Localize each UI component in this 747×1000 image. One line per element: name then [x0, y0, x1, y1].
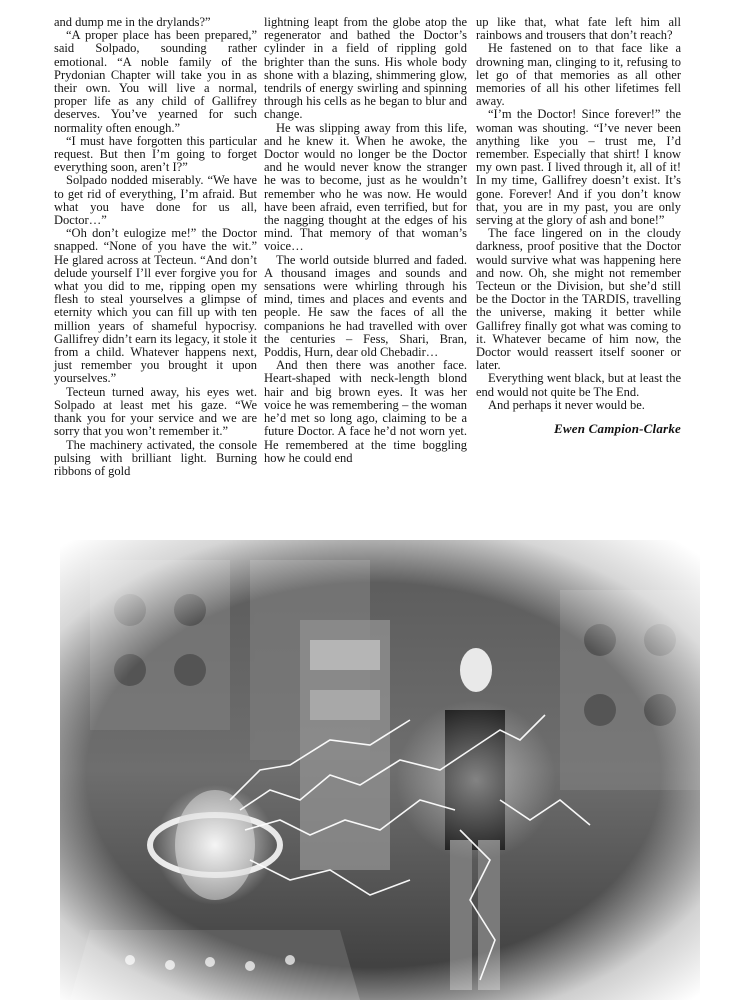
text-column-1	[54, 16, 257, 478]
paragraph: “I’m the Doctor! Since forever!” the woman was shouting. “I’ve never been anything like you – trust me, I’d remember. Especially that shirt! I know my own past. I lived through it, all of it! In my time, Gallifrey doesn’t exist. It’s gone. Forever! And if you don’t know that, you are in my past, you are only serving at the glory of ash and bone!”	[476, 107, 681, 228]
paragraph: up like that, what fate left him all rainbows and trousers that don’t reach?	[476, 15, 681, 43]
paragraph: He fastened on to that face like a drowning man, clinging to it, refusing to let go of that memories as all other memories of all his other lifetimes fell away.	[476, 41, 681, 109]
paragraph: The machinery activated, the console pulsing with brilliant light. Burning ribbons of gold	[54, 437, 257, 478]
text-column-2	[264, 16, 467, 465]
paragraph: And then there was another face. Heart-shaped with neck-length blond hair and big brown eyes. It was her voice he was remembering – the woman he’d met so long ago, claiming to be a future Doctor. A face he’d not worn yet. He remembered at the time boggling how he could end	[264, 358, 467, 465]
paragraph: “Oh don’t eulogize me!” the Doctor snapped. “None of you have the wit.” He glared across at Tecteun. “And don’t delude yourself I’ll ever forgive you for what you did to me, ripping open my flesh to steal yourselves a glimpse of eternity which you can fill up with ten million years of shameful hypocrisy. Gallifrey didn’t earn its legacy, it stole it from a child. Whatever happens next, just remember you brought it upon yourselves.”	[54, 226, 257, 386]
paragraph: lightning leapt from the globe atop the regenerator and bathed the Doctor’s cylinder in a field of rippling gold brighter than the suns. His whole body shone with a blazing, shimmering glow, tendrils of energy swirling and spinning through his cells as he began to blur and change.	[264, 15, 467, 122]
paragraph: And perhaps it never would be.	[488, 397, 645, 412]
paragraph: The face lingered on in the cloudy darkness, proof positive that the Doctor would survive what was happening here and now. Oh, she might not remember Tecteun or the Division, but she’d still be the Doctor in the TARDIS, travelling the universe, making it better while Gallifrey finally got what was coming to it. Whatever became of him now, the Doctor would reassert itself sooner or later.	[476, 226, 681, 373]
photo-illustration	[0, 500, 747, 1000]
paragraph: “A proper place has been prepared,” said Solpado, sounding rather emotional. “A noble family of the Prydonian Chapter will take you in as their own. You will live a normal, proper life as any child of Gallifrey deserves. You’ve yearned for such normality often enough.”	[54, 28, 257, 135]
paragraph: Solpado nodded miserably. “We have to get rid of everything, I’m afraid. But what you have done for us all, Doctor…”	[54, 173, 257, 228]
paragraph: Everything went black, but at least the end would not quite be The End.	[476, 371, 681, 399]
paragraph: The world outside blurred and faded. A thousand images and sounds and sensations were whirling through his mind, times and places and events and people. He saw the faces of all the companions he had travelled with over the centuries – Fess, Shari, Bran, Poddis, Hurn, dear old Chebadir…	[264, 252, 467, 360]
author-byline: Ewen Campion-Clarke	[554, 421, 681, 437]
text-column-3	[476, 16, 681, 435]
paragraph: Tecteun turned away, his eyes wet. Solpado at least met his gaze. “We thank you for your service and we are sorry that you won’t remember it.”	[54, 384, 257, 439]
paragraph: “I must have forgotten this particular request. But then I’m going to forget everything soon, aren’t I?”	[54, 133, 257, 175]
paragraph: and dump me in the drylands?”	[54, 15, 211, 29]
paragraph: He was slipping away from this life, and he knew it. When he awoke, the Doctor would no longer be the Doctor and he would never know the stranger he was to become, just as he wouldn’t remember who he was now. He would have been afraid, even terrified, but for the nagging thought at the edges of his mind. That memory of that woman’s voice…	[264, 120, 467, 254]
regeneration-photo	[0, 500, 747, 1000]
